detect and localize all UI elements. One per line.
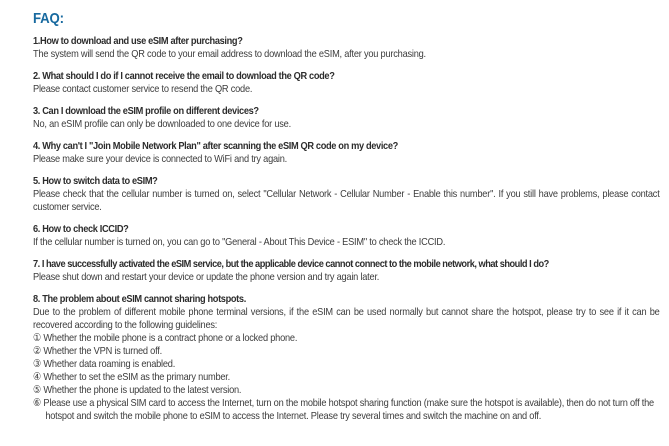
faq-answer: If the cellular number is turned on, you can go to "General - About This Device - ESIM" to check the ICCID. xyxy=(33,236,446,248)
circled-number-icon: ④ xyxy=(33,371,42,383)
faq-answer: Please shut down and restart your device or update the phone version and try again later. xyxy=(33,271,380,283)
faq-item xyxy=(33,293,660,423)
circled-number-icon: ③ xyxy=(33,358,42,370)
page-title: FAQ: xyxy=(33,10,64,27)
faq-question: 3. Can I download the eSIM profile on different devices? xyxy=(33,105,259,117)
faq-question: 6. How to check ICCID? xyxy=(33,223,129,235)
faq-item xyxy=(33,35,660,61)
faq-item xyxy=(33,140,660,166)
faq-item xyxy=(33,105,660,131)
faq-answer: Please make sure your device is connected to WiFi and try again. xyxy=(33,153,288,165)
guideline-item: ② Whether the VPN is turned off. xyxy=(33,345,162,357)
faq-question: 5. How to switch data to eSIM? xyxy=(33,175,158,187)
faq-guidelines xyxy=(33,332,660,423)
guideline-item: ① Whether the mobile phone is a contract phone or a locked phone. xyxy=(33,332,298,344)
guideline-item: ⑥ Please use a physical SIM card to access the Internet, turn on the mobile hotspot sharing function (make sure the hotspot is available), then do not turn off the hotspot and switch the mobile phone to eSIM to access the Internet. Please try several times and switch the machine on and off. xyxy=(33,397,654,422)
faq-item xyxy=(33,258,660,284)
guideline-item: ③ Whether data roaming is enabled. xyxy=(33,358,176,370)
guideline-item: ④ Whether to set the eSIM as the primary number. xyxy=(33,371,230,383)
faq-item xyxy=(33,223,660,249)
faq-page xyxy=(33,10,660,432)
faq-answer: No, an eSIM profile can only be downloaded to one device for use. xyxy=(33,118,291,130)
faq-question: 1.How to download and use eSIM after purchasing? xyxy=(33,35,243,47)
circled-number-icon: ② xyxy=(33,345,42,357)
circled-number-icon: ⑤ xyxy=(33,384,42,396)
faq-list xyxy=(33,35,660,423)
faq-answer: Due to the problem of different mobile phone terminal versions, if the eSIM can be used normally but cannot share the hotspot, please try to see if it can be recovered according to the following guidelines: xyxy=(33,306,660,331)
faq-answer: Please contact customer service to resend the QR code. xyxy=(33,83,253,95)
faq-answer: The system will send the QR code to your email address to download the eSIM, after you purchasing. xyxy=(33,48,426,60)
faq-question: 7. I have successfully activated the eSIM service, but the applicable device cannot connect to the mobile network, what should I do? xyxy=(33,258,549,270)
faq-question: 8. The problem about eSIM cannot sharing hotspots. xyxy=(33,293,246,305)
circled-number-icon: ① xyxy=(33,332,42,344)
faq-question: 4. Why can't I "Join Mobile Network Plan" after scanning the eSIM QR code on my device? xyxy=(33,140,398,152)
faq-item xyxy=(33,70,660,96)
guideline-item: ⑤ Whether the phone is updated to the latest version. xyxy=(33,384,242,396)
faq-answer: Please check that the cellular number is turned on, select "Cellular Network - Cellular Number - Enable this number". If you still have problems, please contact customer service. xyxy=(33,188,660,213)
faq-item xyxy=(33,175,660,214)
circled-number-icon: ⑥ xyxy=(33,397,42,409)
faq-question: 2. What should I do if I cannot receive the email to download the QR code? xyxy=(33,70,335,82)
